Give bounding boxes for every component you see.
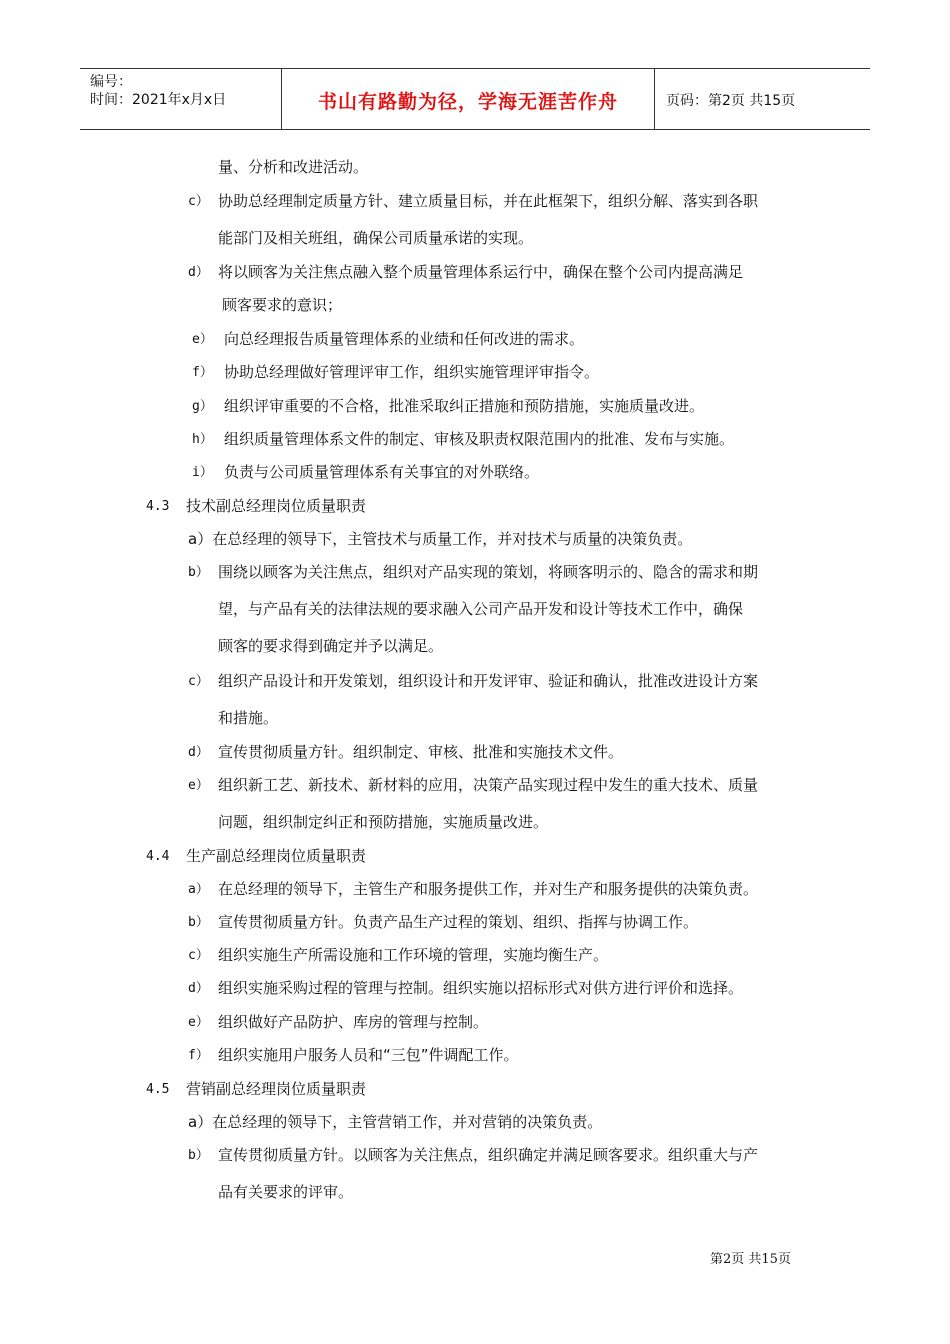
header-motto: 书山有路勤为径，学海无涯苦作舟 bbox=[317, 91, 618, 113]
list-item-text: 顾客的要求得到确定并予以满足。 bbox=[218, 637, 444, 655]
list-marker: f） bbox=[192, 365, 213, 380]
list-item-text: 望，与产品有关的法律法规的要求融入公司产品开发和设计等技术工作中，确保 bbox=[218, 600, 744, 618]
list-item-text: 问题，组织制定纠正和预防措施，实施质量改进。 bbox=[218, 813, 549, 831]
list-marker: f） bbox=[188, 1048, 209, 1063]
document-time-label: 时间：2021年x月x日 bbox=[90, 92, 227, 108]
section-heading: 营销副总经理岗位质量职责 bbox=[186, 1080, 367, 1098]
list-item-text: 宣传贯彻质量方针。以顾客为关注焦点，组织确定并满足顾客要求。组织重大与产 bbox=[218, 1146, 759, 1164]
list-item-text: 围绕以顾客为关注焦点，组织对产品实现的策划，将顾客明示的、隐含的需求和期 bbox=[218, 563, 759, 581]
list-item-text: 组织产品设计和开发策划，组织设计和开发评审、验证和确认，批准改进设计方案 bbox=[218, 672, 759, 690]
list-item-text: 负责与公司质量管理体系有关事宜的对外联络。 bbox=[224, 463, 540, 481]
list-marker: h） bbox=[192, 432, 213, 447]
list-marker: d） bbox=[188, 745, 209, 760]
list-item-text: 组织新工艺、新技术、新材料的应用，决策产品实现过程中发生的重大技术、质量 bbox=[218, 776, 759, 794]
list-marker: c） bbox=[188, 674, 209, 689]
list-item-text: a）在总经理的领导下，主管技术与质量工作，并对技术与质量的决策负责。 bbox=[188, 530, 693, 548]
list-marker: b） bbox=[188, 915, 209, 930]
list-item-text: 将以顾客为关注焦点融入整个质量管理体系运行中，确保在整个公司内提高满足 bbox=[218, 263, 744, 281]
list-marker: e） bbox=[188, 778, 209, 793]
list-item-text: 在总经理的领导下，主管生产和服务提供工作，并对生产和服务提供的决策负责。 bbox=[218, 880, 759, 898]
list-marker: a） bbox=[188, 882, 209, 897]
list-marker: e） bbox=[192, 332, 213, 347]
list-item-text: 组织实施用户服务人员和“三包”件调配工作。 bbox=[218, 1046, 519, 1064]
section-number: 4.4 bbox=[146, 849, 170, 864]
list-item-text: 向总经理报告质量管理体系的业绩和任何改进的需求。 bbox=[224, 330, 585, 348]
list-marker: d） bbox=[188, 981, 209, 996]
list-item-text: 品有关要求的评审。 bbox=[218, 1183, 354, 1201]
section-heading: 技术副总经理岗位质量职责 bbox=[186, 497, 367, 515]
header-page-cell bbox=[654, 69, 870, 129]
section-number: 4.5 bbox=[146, 1082, 170, 1097]
list-marker: c） bbox=[188, 194, 209, 209]
list-item-text: 和措施。 bbox=[218, 709, 279, 727]
header-page-label: 页码：第2页 共15页 bbox=[666, 93, 796, 109]
list-item-text: 组织实施生产所需设施和工作环境的管理，实施均衡生产。 bbox=[218, 946, 609, 964]
list-item-text: 组织评审重要的不合格，批准采取纠正措施和预防措施，实施质量改进。 bbox=[224, 397, 705, 415]
document-number-label: 编号： bbox=[90, 74, 132, 90]
list-marker: g） bbox=[192, 399, 213, 414]
list-item-text: 组织质量管理体系文件的制定、审核及职责权限范围内的批准、发布与实施。 bbox=[224, 430, 735, 448]
list-item-text: 宣传贯彻质量方针。负责产品生产过程的策划、组织、指挥与协调工作。 bbox=[218, 913, 699, 931]
list-marker: b） bbox=[188, 1148, 209, 1163]
list-item-text: 宣传贯彻质量方针。组织制定、审核、批准和实施技术文件。 bbox=[218, 743, 624, 761]
list-item-text: 组织做好产品防护、库房的管理与控制。 bbox=[218, 1013, 489, 1031]
header-motto-cell bbox=[281, 69, 655, 129]
header-table bbox=[80, 68, 870, 130]
list-marker: d） bbox=[188, 265, 209, 280]
list-marker: i） bbox=[192, 465, 213, 480]
list-item-text: a）在总经理的领导下，主管营销工作，并对营销的决策负责。 bbox=[188, 1113, 603, 1131]
list-marker: c） bbox=[188, 948, 209, 963]
section-number: 4.3 bbox=[146, 499, 170, 514]
list-item-text: 顾客要求的意识； bbox=[222, 296, 343, 314]
list-item-text: 能部门及相关班组，确保公司质量承诺的实现。 bbox=[218, 229, 534, 247]
section-heading: 生产副总经理岗位质量职责 bbox=[186, 847, 367, 865]
list-item-text: 协助总经理做好管理评审工作，组织实施管理评审指令。 bbox=[224, 363, 600, 381]
list-item-text: 协助总经理制定质量方针、建立质量目标，并在此框架下，组织分解、落实到各职 bbox=[218, 192, 759, 210]
header-info-cell bbox=[80, 69, 281, 129]
paragraph-line: 量、分析和改进活动。 bbox=[218, 158, 369, 176]
list-marker: b） bbox=[188, 565, 209, 580]
footer-page-number: 第2页 共15页 bbox=[710, 1252, 791, 1267]
list-marker: e） bbox=[188, 1015, 209, 1030]
list-item-text: 组织实施采购过程的管理与控制。组织实施以招标形式对供方进行评价和选择。 bbox=[218, 979, 744, 997]
